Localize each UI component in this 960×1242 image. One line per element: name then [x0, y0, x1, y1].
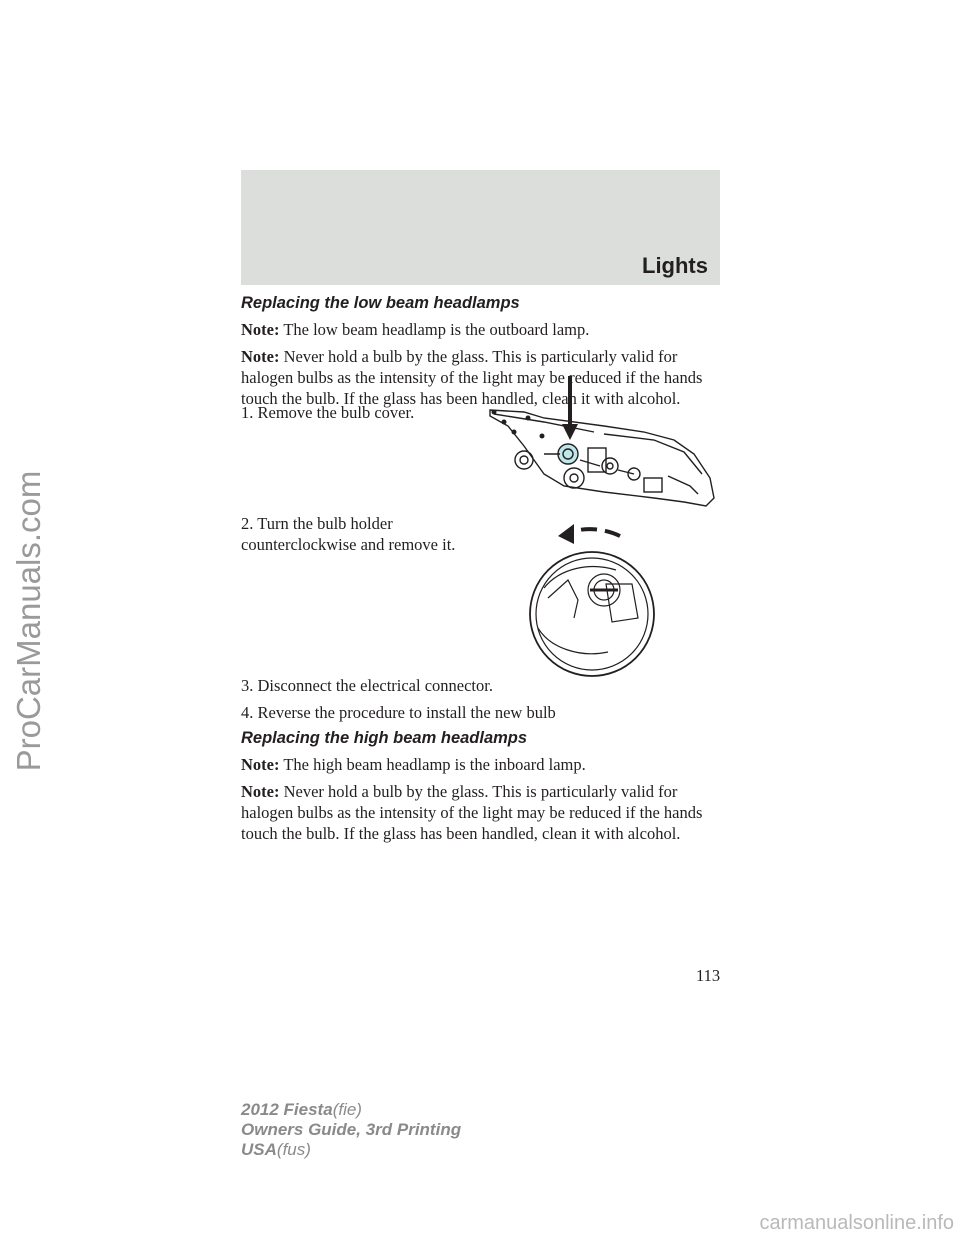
high-beam-note-1: [241, 754, 721, 775]
footer-line-2: Owners Guide, 3rd Printing: [241, 1120, 462, 1139]
page-number: 113: [696, 966, 721, 985]
step-3: 3. Disconnect the electrical connector.: [241, 676, 493, 695]
note-label: Note:: [241, 755, 280, 774]
high-beam-section: [241, 728, 721, 844]
note-label: Note:: [241, 782, 280, 801]
arrow-head: [562, 424, 578, 440]
section-header-box: [241, 170, 720, 285]
step-2-line-1: 2. Turn the bulb holder: [241, 514, 393, 533]
footer-model: 2012 Fiesta: [241, 1100, 333, 1119]
rotation-arrow-head: [558, 524, 574, 544]
step-4: 4. Reverse the procedure to install the new bulb: [241, 703, 556, 722]
bulb-holder-rotation-figure: [520, 518, 670, 678]
step-1: 1. Remove the bulb cover.: [241, 403, 415, 422]
low-beam-note-1: [241, 319, 721, 340]
note-line: halogen bulbs as the intensity of the light may be reduced if the hands: [241, 803, 703, 822]
note-label: Note:: [241, 347, 280, 366]
note-text: The high beam headlamp is the inboard lamp.: [283, 755, 586, 774]
step-2-line-2: counterclockwise and remove it.: [241, 535, 456, 554]
note-line: touch the bulb. If the glass has been handled, clean it with alcohol.: [241, 824, 681, 843]
note-text: Never hold a bulb by the glass. This is particularly valid for: [283, 347, 678, 366]
footer-market: USA: [241, 1140, 277, 1159]
lamp-inner-ring: [536, 558, 648, 670]
side-watermark: ProCarManuals.com: [10, 470, 47, 772]
headlamp-housing-outline: [490, 410, 714, 506]
rotation-arc: [570, 529, 620, 536]
bulb-socket: [515, 451, 533, 469]
high-beam-note-2: [241, 781, 721, 802]
footer: [241, 1100, 461, 1160]
lamp-outer-ring: [530, 552, 654, 676]
low-beam-final-steps: [241, 675, 721, 723]
footer-market-code: (fus): [276, 1140, 311, 1159]
headlamp-assembly-figure: [484, 374, 724, 514]
footer-line-1: [241, 1100, 461, 1120]
note-line: touch the bulb. If the glass has been handled, clean it with alcohol.: [241, 389, 681, 408]
high-beam-heading: Replacing the high beam headlamps: [241, 729, 528, 747]
section-title: Lights: [642, 253, 708, 278]
footer-line-3: [241, 1140, 461, 1160]
footer-model-code: (fie): [332, 1100, 362, 1119]
note-text: The low beam headlamp is the outboard lamp.: [283, 320, 590, 339]
step-2: [241, 513, 501, 555]
bottom-watermark: carmanualsonline.info: [759, 1212, 954, 1234]
note-text: Never hold a bulb by the glass. This is particularly valid for: [283, 782, 678, 801]
note-line: halogen bulbs as the intensity of the light may be reduced if the hands: [241, 368, 703, 387]
low-beam-note-2: [241, 346, 721, 367]
note-label: Note:: [241, 320, 280, 339]
low-beam-heading: Replacing the low beam headlamps: [241, 294, 520, 312]
